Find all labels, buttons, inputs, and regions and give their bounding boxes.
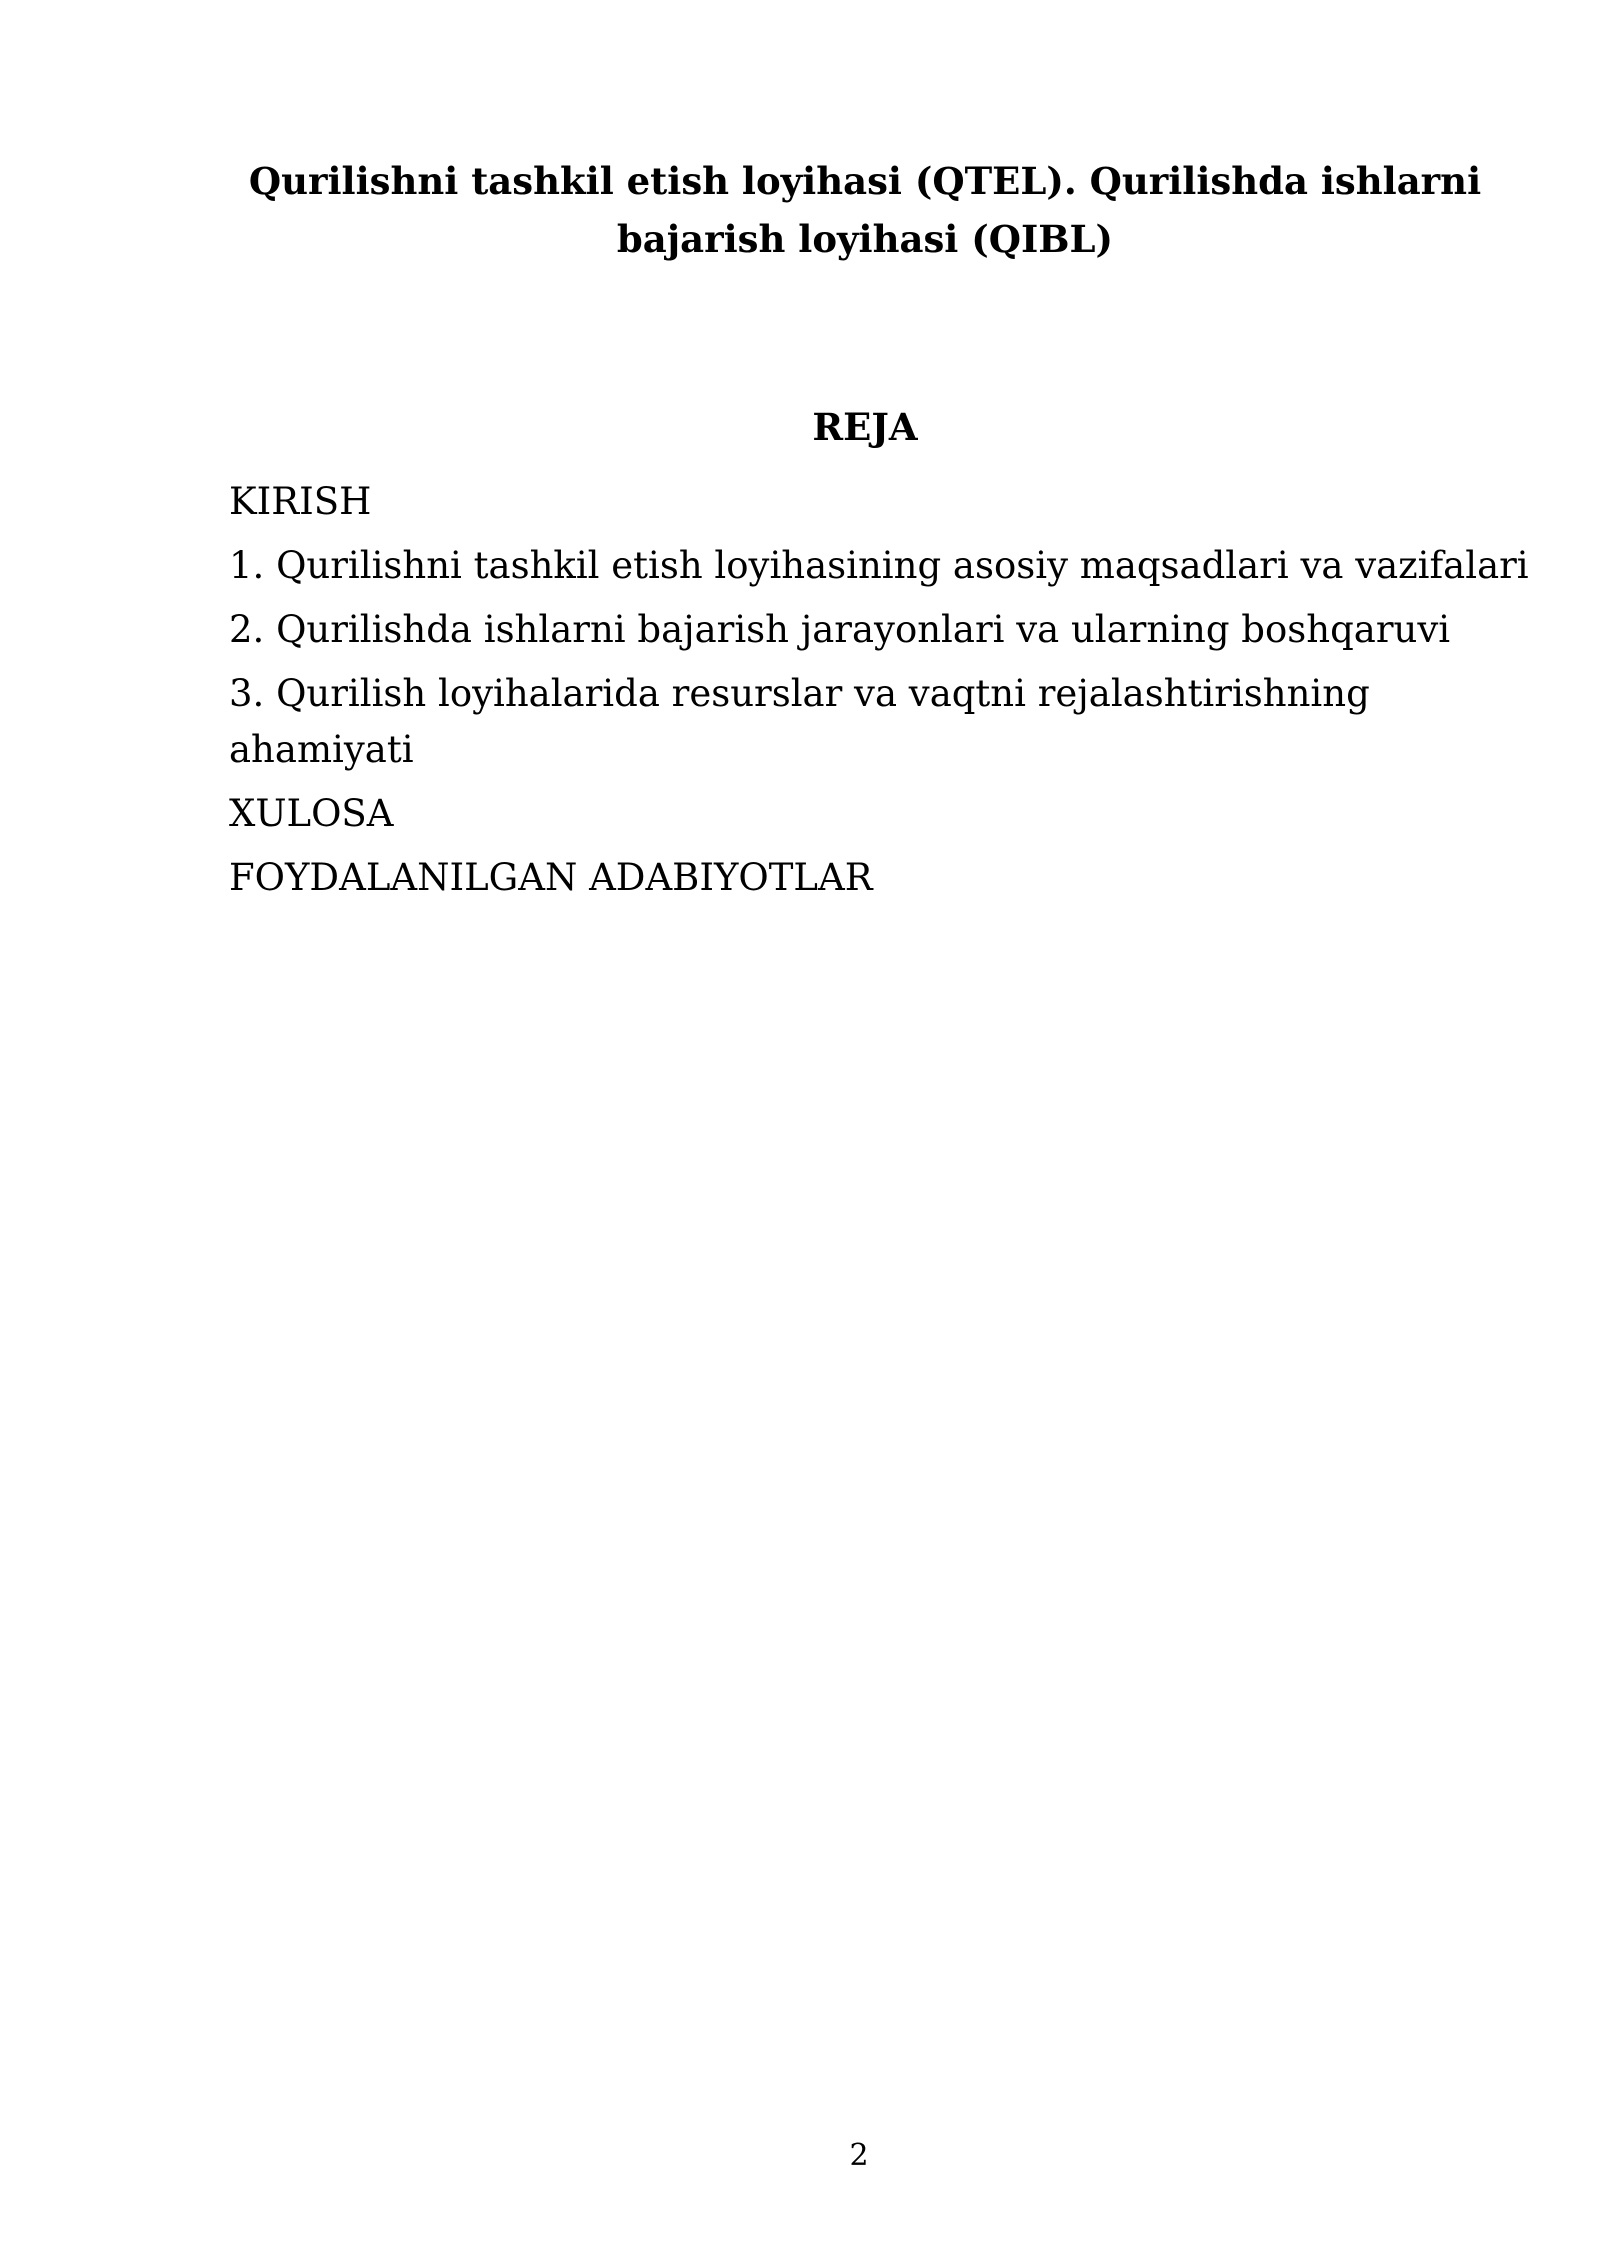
plan-item-conclusion: XULOSA [229, 792, 394, 835]
plan-item-references: FOYDALANILGAN ADABIYOTLAR [229, 856, 873, 899]
plan-item-introduction: KIRISH [229, 480, 372, 523]
plan-heading: REJA [812, 405, 918, 449]
plan-item-1: 1. Qurilishni tashkil etish loyihasining asosiy maqsadlari va vazifalari [229, 544, 1529, 587]
plan-item-3: 3. Qurilish loyihalarida resurslar va vaqtni rejalashtirishning ahamiyati [229, 672, 1370, 771]
plan-item-2: 2. Qurilishda ishlarni bajarish jarayonlari va ularning boshqaruvi [229, 608, 1451, 651]
plan-list [229, 474, 1529, 914]
page-number: 2 [849, 2138, 869, 2173]
document-title: Qurilishni tashkil etish loyihasi (QTEL). Qurilishda ishlarni bajarish loyihasi (QIBL) [248, 159, 1482, 261]
